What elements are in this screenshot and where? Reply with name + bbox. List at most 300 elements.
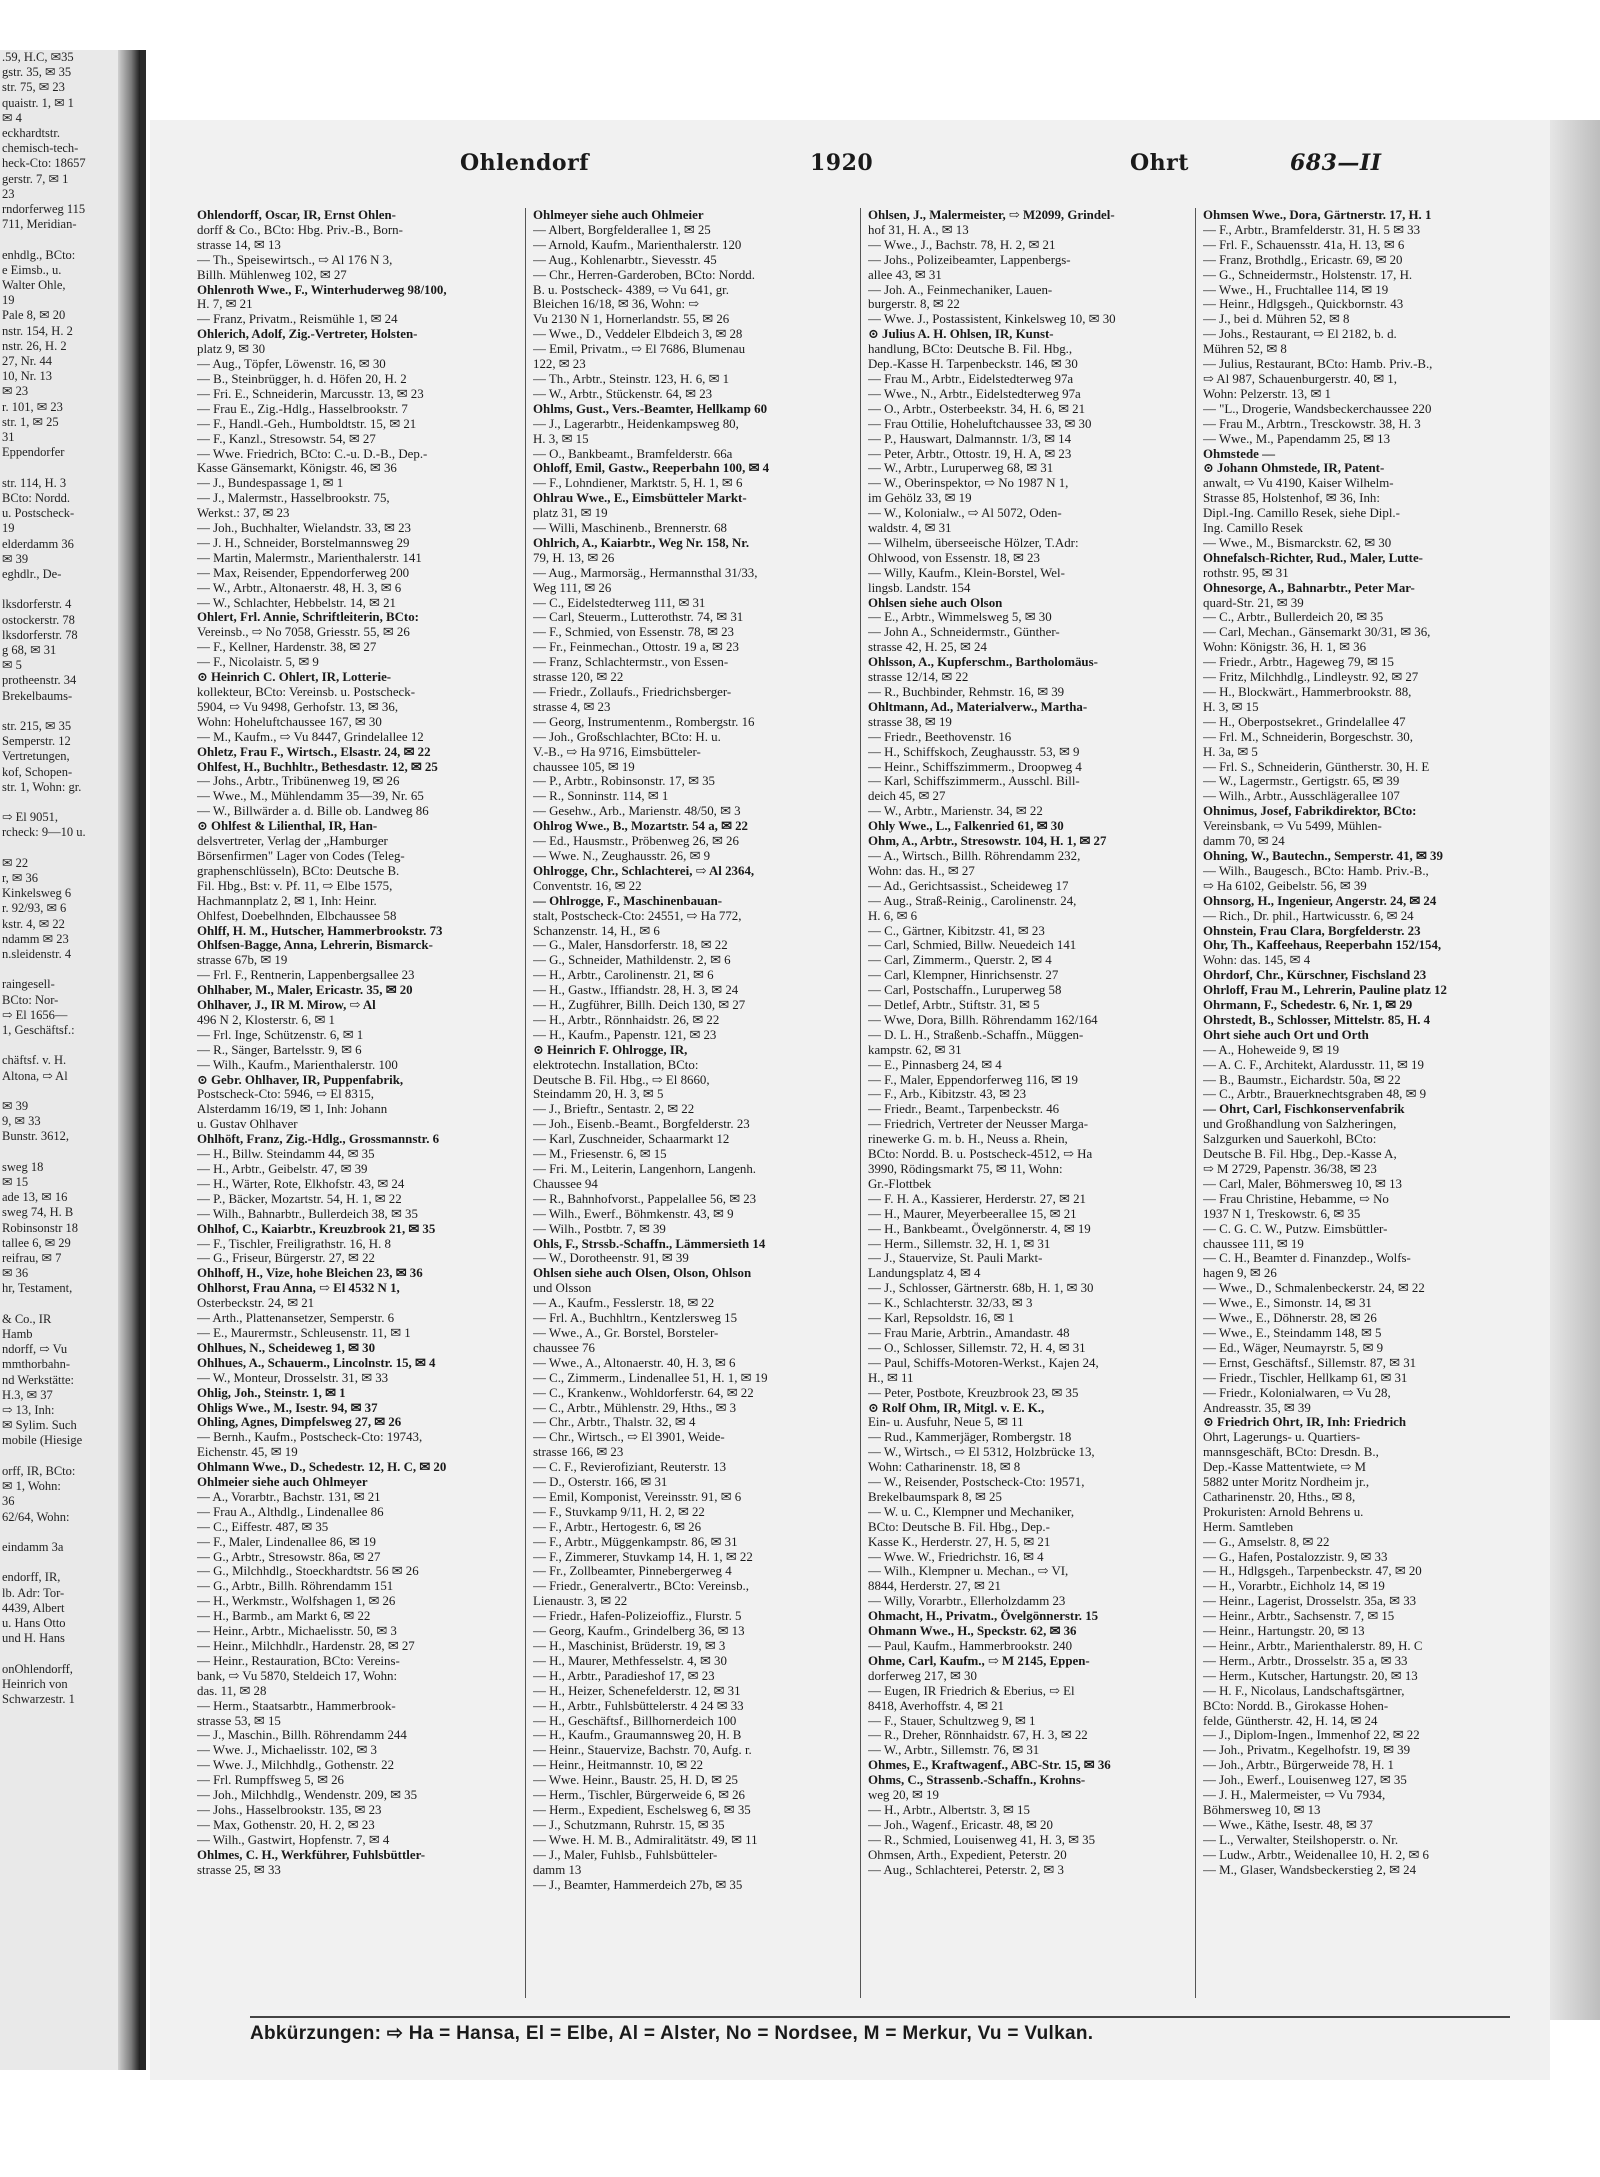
- directory-entry-heading: Ohlhöft, Franz, Zig.-Hdlg., Grossmannstr. 6: [197, 1132, 440, 1147]
- directory-entry-line: — Heinr., Arbtr., Michaelisstr. 50, ✉ 3: [197, 1624, 397, 1639]
- directory-entry-line: — D. L. H., Straßenb.-Schaffn., Müggen-: [868, 1027, 1084, 1042]
- directory-entry-line: — Willy, Vorarbtr., Ellerholzdamm 23: [868, 1594, 1066, 1609]
- directory-entry-line: kampstr. 62, ✉ 31: [868, 1042, 962, 1057]
- left-page-line: BCto: Nor-: [2, 992, 59, 1007]
- directory-entry-line: — G., Amselstr. 8, ✉ 22: [1203, 1534, 1330, 1549]
- directory-entry-line: — H., Schiffskoch, Zeughausstr. 53, ✉ 9: [868, 744, 1080, 759]
- directory-entry-line: Wohn: das. 145, ✉ 4: [1203, 953, 1311, 968]
- directory-entry-line: — J., Maschin., Billh. Röhrendamm 244: [197, 1728, 407, 1743]
- directory-entry-line: — Detlef, Arbtr., Stiftstr. 31, ✉ 5: [868, 998, 1040, 1013]
- directory-entry-line: — C., Arbtr., Mühlenstr. 29, Hths., ✉ 3: [533, 1400, 737, 1415]
- directory-entry-line: — A., Hoheweide 9, ✉ 19: [1203, 1042, 1340, 1057]
- directory-entry-line: — F., Maler, Lindenallee 86, ✉ 19: [197, 1534, 376, 1549]
- directory-entry-heading: Ohltmann, Ad., Materialverw., Martha-: [868, 699, 1088, 714]
- left-page-line: lb. Adr: Tor-: [2, 1585, 65, 1600]
- directory-entry-line: — A., Kaufm., Fesslerstr. 18, ✉ 22: [533, 1296, 715, 1311]
- left-page-line: ✉ 39: [2, 551, 29, 566]
- left-page-line: gstr. 35, ✉ 35: [2, 65, 72, 80]
- directory-entry-heading: Ohm, A., Arbtr., Stresowstr. 104, H. 1, ✉ 27: [868, 834, 1107, 849]
- left-page-line: heck-Cto: 18657: [2, 156, 86, 171]
- left-page-line: 711, Meridian-: [2, 217, 77, 232]
- directory-entry-line: — Frl. Inge, Schützenstr. 6, ✉ 1: [197, 1027, 364, 1042]
- left-page-line: 10, Nr. 13: [2, 369, 52, 384]
- directory-entry-line: — Friedr., Beethovenstr. 16: [868, 729, 1012, 744]
- directory-entry-line: strasse 53, ✉ 15: [197, 1713, 281, 1728]
- directory-entry-line: — G., Hafen, Postalozzistr. 9, ✉ 33: [1203, 1549, 1388, 1564]
- directory-entry-line: platz 31, ✉ 19: [533, 506, 608, 521]
- left-page-line: gerstr. 7, ✉ 1: [2, 171, 69, 186]
- directory-entry-line: — Heinr., Milchhdlr., Hardenstr. 28, ✉ 27: [197, 1639, 415, 1653]
- directory-entry-line: — Fritz, Milchhdlg., Lindleystr. 92, ✉ 27: [1203, 670, 1419, 685]
- directory-entry-line: Herm. Samtleben: [1203, 1519, 1294, 1534]
- directory-entry-line: lingsb. Landstr. 154: [868, 580, 971, 595]
- left-page-line: e Eimsb., u.: [2, 262, 62, 277]
- directory-entry-line: — Fr., Feinmechan., Ottostr. 19 a, ✉ 23: [533, 640, 739, 655]
- directory-entry-line: — E., Arbtr., Wimmelsweg 5, ✉ 30: [868, 610, 1052, 625]
- directory-entry-line: — Peter, Postbote, Kreuzbrook 23, ✉ 35: [868, 1385, 1079, 1400]
- directory-entry-heading: Ohloff, Emil, Gastw., Reeperbahn 100, ✉ 4: [533, 461, 770, 476]
- directory-entry-line: — Ludw., Arbtr., Weidenallee 10, H. 2, ✉ 6: [1203, 1847, 1429, 1862]
- directory-entry-line: — "L., Drogerie, Wandsbeckerchaussee 220: [1203, 401, 1432, 416]
- directory-entry-line: — F., Schmied, von Essenstr. 78, ✉ 23: [533, 625, 734, 640]
- directory-entry-line: — Frau Ottilie, Hoheluftchaussee 33, ✉ 30: [868, 416, 1092, 431]
- directory-entry-line: — Chr., Arbtr., Thalstr. 32, ✉ 4: [533, 1415, 696, 1430]
- directory-entry-line: — R., Dreher, Rönnhaidstr. 67, H. 3, ✉ 22: [868, 1728, 1088, 1743]
- directory-entry-line: 3990, Rödingsmarkt 75, ✉ 11, Wohn:: [868, 1162, 1063, 1176]
- left-page-line: sweg 18: [2, 1159, 44, 1174]
- directory-entry-line: — J., Schlosser, Gärtnerstr. 68b, H. 1, ✉ 30: [868, 1281, 1094, 1296]
- directory-entry-heading: Ohlmeier siehe auch Ohlmeyer: [197, 1475, 368, 1490]
- directory-entry-line: — Heinr., Arbtr., Sachsenstr. 7, ✉ 15: [1203, 1609, 1395, 1624]
- directory-entry-heading: Ohmacht, H., Privatm., Övelgönnerstr. 15: [868, 1609, 1099, 1624]
- directory-entry-line: allee 43, ✉ 31: [868, 267, 942, 282]
- directory-entry-line: — Wilh., Arbtr., Ausschlägerallee 107: [1203, 789, 1400, 804]
- directory-entry-line: B. u. Postscheck- 4389, ⇨ Vu 641, gr.: [533, 282, 729, 297]
- directory-entry-line: 496 N 2, Klosterstr. 6, ✉ 1: [197, 1012, 335, 1027]
- directory-entry-line: — Herm., Arbtr., Drosselstr. 35 a, ✉ 33: [1203, 1653, 1408, 1668]
- directory-entry-line: — W., Arbtr., Stückenstr. 64, ✉ 23: [533, 386, 713, 401]
- directory-entry-line: — J., Maler, Fuhlsb., Fuhlsbütteler-: [533, 1847, 718, 1862]
- directory-entry-line: — Carl, Steuerm., Lutterothstr. 74, ✉ 31: [533, 610, 744, 625]
- directory-entry-line: — P., Arbtr., Robinsonstr. 17, ✉ 35: [533, 774, 715, 789]
- directory-columns: [190, 208, 1530, 1998]
- directory-entry-line: — Frl. A., Buchhltrn., Kentzlersweg 15: [533, 1311, 738, 1326]
- directory-entry-heading: ⊙ Julius A. H. Ohlsen, IR, Kunst-: [868, 327, 1054, 342]
- left-page-line: Semperstr. 12: [2, 734, 71, 749]
- directory-entry-line: — Wilhelm, überseeische Hölzer, T.Adr:: [868, 535, 1079, 550]
- left-page-line: ✉ 1, Wohn:: [2, 1479, 61, 1494]
- directory-entry-line: — H., Arbtr., Albertstr. 3, ✉ 15: [868, 1802, 1030, 1817]
- directory-entry-line: — Wwe., A., Altonaerstr. 40, H. 3, ✉ 6: [533, 1355, 736, 1370]
- directory-entry-line: — Joh., Großschlachter, BCto: H. u.: [533, 729, 721, 744]
- directory-entry-line: — Wwe., M., Bismarckstr. 62, ✉ 30: [1203, 535, 1392, 550]
- directory-entry-line: — Wwe., D., Veddeler Elbdeich 3, ✉ 28: [533, 327, 743, 342]
- directory-entry-line: — Carl, Maler, Böhmersweg 10, ✉ 13: [1203, 1176, 1402, 1191]
- directory-entry-heading: Ohr, Th., Kaffeehaus, Reeperbahn 152/154,: [1203, 938, 1442, 953]
- directory-entry-line: — Frau Marie, Arbtrin., Amandastr. 48: [868, 1325, 1070, 1340]
- directory-entry-line: — Georg, Instrumentenm., Rombergstr. 16: [533, 714, 755, 729]
- directory-entry-line: — Carl, Postschaffn., Luruperweg 58: [868, 983, 1062, 998]
- directory-entry-line: Kasse K., Herderstr. 27, H. 5, ✉ 21: [868, 1534, 1051, 1549]
- directory-page: [150, 120, 1550, 2080]
- directory-entry-line: platz 9, ✉ 30: [197, 342, 266, 357]
- directory-entry-line: Strasse 85, Holstenhof, ✉ 36, Inh:: [1203, 491, 1380, 506]
- directory-entry-heading: Ohletz, Frau F., Wirtsch., Elsastr. 24, ✉ 22: [197, 744, 431, 759]
- directory-entry-line: — Herm., Sillemstr. 32, H. 1, ✉ 31: [868, 1236, 1051, 1251]
- directory-entry-line: chaussee 105, ✉ 19: [533, 759, 635, 774]
- directory-entry-line: — O., Schlosser, Sillemstr. 72, H. 4, ✉ 31: [868, 1340, 1086, 1355]
- directory-entry-line: — W., Arbtr., Altonaerstr. 48, H. 3, ✉ 6: [197, 580, 402, 595]
- left-page-line: & Co., IR: [2, 1311, 52, 1326]
- directory-entry-line: H. 3a, ✉ 5: [1203, 744, 1258, 759]
- directory-entry-line: Postscheck-Cto: 5946, ⇨ El 8315,: [197, 1087, 374, 1102]
- directory-entry-line: — Wilh., Gastwirt, Hopfenstr. 7, ✉ 4: [197, 1832, 390, 1847]
- left-page-line: ⇨ El 1656—: [2, 1007, 68, 1022]
- directory-entry-line: — Wwe., M., Papendamm 25, ✉ 13: [1203, 431, 1391, 446]
- left-page-line: ⇨ El 9051,: [2, 810, 58, 825]
- directory-entry-line: Prokuristen: Arnold Behrens u.: [1203, 1504, 1364, 1519]
- directory-entry-line: BCto: Deutsche B. Fil. Hbg., Dep.-: [868, 1519, 1050, 1534]
- left-page-line: sweg 74, H. B: [2, 1205, 74, 1220]
- directory-entry-heading: Ohmes, E., Kraftwagenf., ABC-Str. 15, ✉ 36: [868, 1758, 1111, 1773]
- directory-entry-line: — Frau M., Arbtrn., Tresckowstr. 38, H. 3: [1203, 416, 1421, 431]
- directory-entry-heading: ⊙ Johann Ohmstede, IR, Patent-: [1203, 461, 1385, 476]
- directory-entry-line: 5882 unter Moritz Nordheim jr.,: [1203, 1475, 1370, 1490]
- directory-entry-line: — Wwe. H. M. B., Admiralitätstr. 49, ✉ 11: [533, 1832, 758, 1847]
- directory-entry-line: Hachmannplatz 2, ✉ 1, Inh: Heinr.: [197, 893, 377, 908]
- left-page-line: ✉ 22: [2, 855, 29, 870]
- directory-entry-line: Kasse Gänsemarkt, Königstr. 46, ✉ 36: [197, 461, 397, 476]
- column-1: [190, 208, 525, 1998]
- directory-entry-line: — J., Schutzmann, Ruhrstr. 15, ✉ 35: [533, 1817, 725, 1832]
- left-page-line: raingesell-: [2, 977, 55, 992]
- directory-entry-line: das. 11, ✉ 28: [197, 1683, 267, 1698]
- left-page-line: mobile (Hiesige: [2, 1433, 83, 1448]
- directory-entry-line: BCto: Nordd. B., Girokasse Hohen-: [1203, 1698, 1389, 1713]
- left-page-line: ✉ 15: [2, 1175, 29, 1190]
- directory-entry-line: — Heinr., Hartungstr. 20, ✉ 13: [1203, 1624, 1365, 1639]
- directory-entry-heading: Ohlrau Wwe., E., Eimsbütteler Markt-: [533, 491, 747, 506]
- header-last-entry: Ohrt: [1130, 150, 1189, 176]
- directory-entry-line: — Wwe, Dora, Billh. Röhrendamm 162/164: [868, 1012, 1098, 1027]
- directory-entry-line: dorferweg 217, ✉ 30: [868, 1668, 977, 1683]
- directory-entry-line: — C., Arbtr., Bullerdeich 20, ✉ 35: [1203, 610, 1384, 625]
- directory-entry-line: — J. H., Malermeister, ⇨ Vu 7934,: [1203, 1788, 1386, 1803]
- directory-entry-line: — A. C. F., Architekt, Alardusstr. 11, ✉ 19: [1203, 1057, 1424, 1072]
- page-header: [160, 150, 1540, 186]
- directory-entry-line: — H., Blockwärt., Hammerbrookstr. 88,: [1203, 685, 1412, 699]
- directory-entry-line: Lienaustr. 3, ✉ 22: [533, 1594, 628, 1609]
- directory-entry-line: — Wwe., D., Schmalenbeckerstr. 24, ✉ 22: [1203, 1281, 1425, 1296]
- directory-entry-line: — E., Pinnasberg 24, ✉ 4: [868, 1057, 1002, 1072]
- left-page-line: reifrau, ✉ 7: [2, 1251, 62, 1266]
- left-page-line: str. 75, ✉ 23: [2, 80, 65, 95]
- directory-entry-line: strasse 42, H. 25, ✉ 24: [868, 640, 987, 655]
- directory-entry-line: u. Gustav Ohlhaver: [197, 1117, 298, 1132]
- directory-entry-heading: Ohlerich, Adolf, Zig.-Vertreter, Holsten-: [197, 327, 418, 342]
- directory-entry-line: — Arth., Plattenansetzer, Semperstr. 6: [197, 1311, 395, 1326]
- directory-entry-line: graphenschlüsseln), BCto: Deutsche B.: [197, 863, 400, 878]
- directory-entry-line: — Bernh., Kaufm., Postscheck-Cto: 19743,: [197, 1430, 423, 1445]
- directory-entry-line: — H., Maurer, Methfesselstr. 4, ✉ 30: [533, 1653, 727, 1668]
- directory-entry-line: — F., Zimmerer, Stuvkamp 14, H. 1, ✉ 22: [533, 1549, 753, 1564]
- directory-entry-heading: Ohlhaber, M., Maler, Ericastr. 35, ✉ 20: [197, 983, 413, 998]
- directory-entry-line: — R., Bahnhofvorst., Pappelallee 56, ✉ 23: [533, 1191, 757, 1206]
- directory-entry-line: — Georg, Kaufm., Grindelberg 36, ✉ 13: [533, 1624, 745, 1639]
- directory-entry-line: — H., Hdlgsgeh., Tarpenbeckstr. 47, ✉ 20: [1203, 1564, 1422, 1579]
- directory-entry-line: Vereinsb., ⇨ No 7058, Griesstr. 55, ✉ 26: [197, 625, 410, 640]
- directory-entry-line: — Willi, Maschinenb., Brennerstr. 68: [533, 521, 728, 536]
- directory-entry-line: — O., Arbtr., Osterbeekstr. 34, H. 6, ✉ 21: [868, 401, 1086, 416]
- directory-entry-line: — Heinr., Stauervize, Bachstr. 70, Aufg. r.: [533, 1743, 752, 1758]
- directory-entry-line: BCto: Nordd. B. u. Postscheck-4512, ⇨ Ha: [868, 1147, 1093, 1162]
- directory-entry-line: — F., Handl.-Geh., Humboldtstr. 15, ✉ 21: [197, 416, 417, 431]
- directory-entry-line: — Joh., Milchhdlg., Wendenstr. 209, ✉ 35: [197, 1788, 418, 1803]
- directory-entry-line: ⇨ M 2729, Papenstr. 36/38, ✉ 23: [1203, 1162, 1377, 1176]
- directory-entry-line: — Emil, Komponist, Vereinsstr. 91, ✉ 6: [533, 1489, 742, 1504]
- directory-entry-line: — Aug., Kohlenarbtr., Sievesstr. 45: [533, 252, 717, 267]
- directory-entry-line: — F., Stauer, Schultzweg 9, ✉ 1: [868, 1713, 1036, 1728]
- directory-entry-heading: ⊙ Heinrich C. Ohlert, IR, Lotterie-: [197, 670, 392, 685]
- directory-entry-line: — Karl, Zuschneider, Schaarmarkt 12: [533, 1132, 730, 1147]
- directory-entry-line: — H., Barmb., am Markt 6, ✉ 22: [197, 1609, 371, 1624]
- directory-entry-line: — Peter, Arbtr., Ottostr. 19, H. A, ✉ 23: [868, 446, 1072, 461]
- directory-entry-line: — Eugen, IR Friedrich & Eberius, ⇨ El: [868, 1683, 1075, 1698]
- directory-entry-heading: Ohlmeyer siehe auch Ohlmeier: [533, 208, 704, 222]
- directory-entry-heading: ⊙ Friedrich Ohrt, IR, Inh: Friedrich: [1203, 1415, 1407, 1430]
- directory-entry-line: — Friedr., Kolonialwaren, ⇨ Vu 28,: [1203, 1385, 1391, 1400]
- left-page-line: 19: [2, 293, 15, 308]
- directory-entry-line: Deutsche B. Fil. Hbg., ⇨ El 8660,: [533, 1072, 710, 1087]
- directory-entry-line: — Frl. Rumpffsweg 5, ✉ 26: [197, 1773, 344, 1788]
- directory-entry-line: — Martin, Malermstr., Marienthalerstr. 141: [197, 550, 422, 565]
- directory-entry-line: — P., Hauswart, Dalmannstr. 1/3, ✉ 14: [868, 431, 1072, 446]
- directory-entry-line: — Th., Speisewirtsch., ⇨ Al 176 N 3,: [197, 252, 393, 267]
- directory-entry-line: — Karl, Repsoldstr. 16, ✉ 1: [868, 1311, 1015, 1326]
- left-page-line: nstr. 154, H. 2: [2, 323, 73, 338]
- directory-entry-line: — Wwe. W., Friedrichstr. 16, ✉ 4: [868, 1549, 1044, 1564]
- directory-entry-line: — Wilh., Ewerf., Böhmkenstr. 43, ✉ 9: [533, 1206, 734, 1221]
- left-page-line: Eppendorfer: [2, 445, 65, 460]
- left-page-line: r, ✉ 36: [2, 870, 39, 885]
- left-page-line: chemisch-tech-: [2, 141, 79, 156]
- directory-entry-line: — Ad., Gerichtsassist., Scheideweg 17: [868, 878, 1069, 893]
- directory-entry-line: Bleichen 16/18, ✉ 36, Wohn: ⇨: [533, 297, 700, 312]
- directory-entry-heading: Ohlig, Joh., Steinstr. 1, ✉ 1: [197, 1385, 346, 1400]
- directory-entry-line: — Joh., Wagenf., Ericastr. 48, ✉ 20: [868, 1817, 1053, 1832]
- left-page-line: nstr. 26, H. 2: [2, 338, 67, 353]
- directory-entry-line: deich 45, ✉ 27: [868, 789, 946, 804]
- left-page-line: eckhardtstr.: [2, 126, 60, 141]
- abbreviations-text: Abkürzungen: ⇨ Ha = Hansa, El = Elbe, Al = Alster, No = Nordsee, M = Merkur, Vu = Vulkan.: [250, 2023, 1094, 2044]
- directory-entry-line: — Fr., Zollbeamter, Pinnebergerweg 4: [533, 1564, 732, 1579]
- directory-entry-line: — Wwe., A., Gr. Borstel, Borsteler-: [533, 1325, 719, 1340]
- directory-entry-line: strasse 14, ✉ 13: [197, 237, 281, 252]
- directory-entry-line: — F., Arbtr., Hertogestr. 6, ✉ 26: [533, 1519, 702, 1534]
- directory-entry-line: — H., Kaufm., Graumannsweg 20, H. B: [533, 1728, 742, 1743]
- directory-entry-line: — Wwe., E., Simonstr. 14, ✉ 31: [1203, 1296, 1372, 1311]
- directory-entry-line: chaussee 76: [533, 1340, 595, 1355]
- directory-entry-heading: Ohmsen Wwe., Dora, Gärtnerstr. 17, H. 1: [1203, 208, 1432, 222]
- directory-entry-line: — Franz, Brothdlg., Ericastr. 69, ✉ 20: [1203, 252, 1403, 267]
- directory-entry-line: im Gehölz 33, ✉ 19: [868, 491, 972, 506]
- directory-entry-line: burgerstr. 8, ✉ 22: [868, 297, 960, 312]
- left-page-line: ✉ 4: [2, 110, 22, 125]
- directory-entry-line: — Joh., Buchhalter, Wielandstr. 33, ✉ 23: [197, 521, 411, 536]
- directory-entry-line: — W., Billwärder a. d. Bille ob. Landweg 86: [197, 804, 429, 819]
- directory-entry-line: — Frau E., Zig.-Hdlg., Hasselbrookstr. 7: [197, 401, 408, 416]
- left-page-line: ✉ 23: [2, 384, 29, 399]
- directory-entry-line: — C., Eidelstedterweg 111, ✉ 31: [533, 595, 706, 610]
- left-page-line: u. Postscheck-: [2, 506, 75, 521]
- directory-entry-line: — C. G. C. W., Putzw. Eimsbüttler-: [1203, 1221, 1388, 1236]
- left-page-line: 1, Geschäftsf.:: [2, 1023, 75, 1037]
- directory-entry-line: — Aug., Marmorsäg., Hermannsthal 31/33,: [533, 565, 758, 580]
- directory-entry-line: — D., Osterstr. 166, ✉ 31: [533, 1475, 668, 1490]
- left-page-line: H.3, ✉ 37: [2, 1387, 53, 1402]
- directory-entry-line: H. 3, ✉ 15: [1203, 699, 1259, 714]
- directory-entry-heading: Ohnsorg, H., Ingenieur, Angerstr. 24, ✉ 24: [1203, 893, 1437, 908]
- directory-entry-line: — F., Arbtr., Bramfelderstr. 31, H. 5 ✉ 33: [1203, 222, 1421, 237]
- directory-entry-line: — Herm., Staatsarbtr., Hammerbrook-: [197, 1698, 396, 1713]
- directory-entry-line: — G., Schneider, Mathildenstr. 2, ✉ 6: [533, 953, 731, 968]
- directory-entry-line: — Johs., Hasselbrookstr. 135, ✉ 23: [197, 1802, 382, 1817]
- directory-entry-line: H. 7, ✉ 21: [197, 297, 253, 312]
- left-page-line: elderdamm 36: [2, 536, 74, 551]
- directory-entry-line: — Frau A., Althdlg., Lindenallee 86: [197, 1504, 384, 1519]
- directory-entry-line: — M., Friesenstr. 6, ✉ 15: [533, 1147, 667, 1162]
- directory-entry-line: Weg 111, ✉ 26: [533, 580, 612, 595]
- directory-entry-line: — Fri. M., Leiterin, Langenhorn, Langenh.: [533, 1162, 757, 1176]
- left-page-line: quaistr. 1, ✉ 1: [2, 95, 74, 110]
- left-page-line: mmthorbahn-: [2, 1357, 71, 1372]
- left-page-line: 36: [2, 1494, 15, 1509]
- directory-entry-line: Wohn: Catharinenstr. 18, ✉ 8: [868, 1460, 1021, 1475]
- directory-entry-line: — Wwe. N., Zeughausstr. 26, ✉ 9: [533, 848, 711, 863]
- directory-entry-line: — Aug., Schlachterei, Peterstr. 2, ✉ 3: [868, 1862, 1064, 1877]
- directory-entry-line: ⇨ Ha 6102, Geibelstr. 56, ✉ 39: [1203, 878, 1367, 893]
- left-page-line: und H. Hans: [2, 1631, 65, 1646]
- directory-entry-line: weg 20, ✉ 19: [868, 1788, 939, 1803]
- book-gutter: [118, 50, 140, 2070]
- directory-entry-line: quard-Str. 21, ✉ 39: [1203, 595, 1304, 610]
- directory-entry-heading: Ohlsen siehe auch Olsen, Olson, Ohlson: [533, 1266, 752, 1281]
- directory-entry-line: Mühren 52, ✉ 8: [1203, 342, 1287, 357]
- directory-entry-heading: Ohrloff, Frau M., Lehrerin, Pauline platz 12: [1203, 983, 1447, 998]
- directory-entry-line: — R., Sonninstr. 114, ✉ 1: [533, 789, 669, 804]
- directory-entry-line: — Wwe., H., Fruchtallee 114, ✉ 19: [1203, 282, 1389, 297]
- directory-entry-line: Deutsche B. Fil. Hbg., Dep.-Kasse A,: [1203, 1147, 1397, 1162]
- left-page-line: 4439, Albert: [2, 1600, 65, 1615]
- directory-entry-heading: Ohlfsen-Bagge, Anna, Lehrerin, Bismarck-: [197, 938, 433, 953]
- directory-entry-line: — C., Gärtner, Kibitzstr. 41, ✉ 23: [868, 923, 1045, 938]
- abbreviations-footer: [250, 2016, 1510, 2052]
- directory-entry-line: Ein- u. Ausfuhr, Neue 5, ✉ 11: [868, 1415, 1024, 1430]
- directory-entry-line: — G., Arbtr., Billh. Röhrendamm 151: [197, 1579, 394, 1594]
- directory-entry-line: — Wwe., J., Bachstr. 78, H. 2, ✉ 21: [868, 237, 1056, 252]
- left-page-line: ndamm ✉ 23: [2, 931, 69, 946]
- left-page-line: 19: [2, 521, 15, 536]
- left-page-line: orff, IR, BCto:: [2, 1463, 76, 1478]
- directory-entry-heading: Ohlenroth Wwe., F., Winterhuderweg 98/100,: [197, 282, 447, 297]
- directory-entry-line: — Wwe., Käthe, Isestr. 48, ✉ 37: [1203, 1817, 1373, 1832]
- directory-entry-line: — K., Schlachterstr. 32/33, ✉ 3: [868, 1296, 1033, 1311]
- directory-entry-line: Böhmersweg 10, ✉ 13: [1203, 1802, 1321, 1817]
- directory-entry-line: — Franz, Schlachtermstr., von Essen-: [533, 655, 729, 670]
- directory-entry-line: — W., Reisender, Postscheck-Cto: 19571,: [868, 1475, 1085, 1490]
- directory-entry-line: waldstr. 4, ✉ 31: [868, 521, 952, 536]
- directory-entry-line: — R., Buchbinder, Rehmstr. 16, ✉ 39: [868, 685, 1065, 699]
- directory-entry-line: Ohlfest, Doebelhnden, Elbchaussee 58: [197, 908, 397, 923]
- directory-entry-line: — Joh., Privatm., Kegelhofstr. 19, ✉ 39: [1203, 1743, 1411, 1758]
- directory-entry-line: — Frau Christine, Hebamme, ⇨ No: [1203, 1191, 1389, 1206]
- left-page-line: Vertretungen,: [2, 749, 70, 764]
- directory-entry-line: — F., Kanzl., Stresowstr. 54, ✉ 27: [197, 431, 376, 446]
- directory-entry-line: — Ed., Hausmstr., Pröbenweg 26, ✉ 26: [533, 834, 739, 849]
- directory-entry-line: — Heinr., Restauration, BCto: Vereins-: [197, 1653, 400, 1668]
- directory-entry-line: ⇨ Al 987, Schauenburgerstr. 40, ✉ 1,: [1203, 371, 1397, 386]
- directory-entry-heading: Ohlhues, N., Scheideweg 1, ✉ 30: [197, 1340, 376, 1355]
- directory-entry-line: — Karl, Schiffszimmerm., Ausschl. Bill-: [868, 774, 1080, 789]
- directory-entry-line: strasse 25, ✉ 33: [197, 1862, 281, 1877]
- left-page-line: str. 1, Wohn: gr.: [2, 779, 82, 794]
- directory-entry-line: — Wwe., M., Mühlendamm 35—39, Nr. 65: [197, 789, 424, 804]
- directory-entry-heading: Ohlsen siehe auch Olson: [868, 595, 1003, 610]
- directory-entry-line: — P., Bäcker, Mozartstr. 54, H. 1, ✉ 22: [197, 1191, 402, 1206]
- directory-entry-line: Landungsplatz 4, ✉ 4: [868, 1266, 981, 1281]
- directory-entry-line: — Herm., Expedient, Eschelsweg 6, ✉ 35: [533, 1802, 751, 1817]
- directory-entry-line: — H., Werkmstr., Wolfshagen 1, ✉ 26: [197, 1594, 396, 1609]
- left-page-line: Walter Ohle,: [2, 278, 66, 293]
- directory-entry-line: — H., Oberpostsekret., Grindelallee 47: [1203, 714, 1406, 729]
- directory-entry-line: — Chr., Wirtsch., ⇨ El 3901, Weide-: [533, 1430, 725, 1445]
- directory-entry-line: — Heinr., Lagerist, Drosselstr. 35a, ✉ 33: [1203, 1594, 1417, 1609]
- directory-entry-line: — R., Schmied, Louisenweg 41, H. 3, ✉ 35: [868, 1832, 1096, 1847]
- directory-entry-line: mannsgeschäft, BCto: Dresdn. B.,: [1203, 1445, 1379, 1460]
- directory-entry-line: — J., Beamter, Hammerdeich 27b, ✉ 35: [533, 1877, 743, 1892]
- directory-entry-line: — G., Schneidermstr., Holstenstr. 17, H.: [1203, 267, 1413, 282]
- directory-entry-line: — H., Kaufm., Papenstr. 121, ✉ 23: [533, 1027, 717, 1042]
- directory-entry-line: — O., Bankbeamt., Bramfelderstr. 66a: [533, 446, 733, 461]
- directory-entry-line: Steindamm 20, H. 3, ✉ 5: [533, 1087, 664, 1102]
- directory-entry-line: — Frl. F., Rentnerin, Lappenbergsallee 23: [197, 968, 415, 983]
- directory-entry-line: — L., Verwalter, Steilshoperstr. o. Nr.: [1203, 1832, 1399, 1847]
- directory-entry-line: — F. H. A., Kassierer, Herderstr. 27, ✉ 21: [868, 1191, 1086, 1206]
- directory-entry-line: — Herm., Kutscher, Hartungstr. 20, ✉ 13: [1203, 1668, 1418, 1683]
- directory-entry-heading: Ohning, W., Bautechn., Semperstr. 41, ✉ 39: [1203, 848, 1443, 863]
- left-page-line: kstr. 4, ✉ 22: [2, 916, 65, 931]
- directory-entry-line: und Olsson: [533, 1281, 592, 1296]
- directory-entry-line: Dep.-Kasse H. Tarpenbeckstr. 146, ✉ 30: [868, 357, 1078, 372]
- left-page-line: Pale 8, ✉ 20: [2, 308, 66, 323]
- directory-entry-line: — W., Arbtr., Sillemstr. 76, ✉ 31: [868, 1743, 1040, 1758]
- directory-entry-heading: Ohlhaver, J., IR M. Mirow, ⇨ Al: [197, 998, 376, 1013]
- directory-entry-line: H. 3, ✉ 15: [533, 431, 589, 446]
- directory-entry-line: — W., Dorotheenstr. 91, ✉ 39: [533, 1251, 689, 1266]
- directory-entry-line: — W., Lagermstr., Gertigstr. 65, ✉ 39: [1203, 774, 1400, 789]
- directory-entry-line: hagen 9, ✉ 26: [1203, 1266, 1277, 1281]
- directory-entry-line: — Johs., Polizeibeamter, Lappenbergs-: [868, 252, 1071, 267]
- left-page-line: ✉ 39: [2, 1099, 29, 1114]
- left-page-line: 62/64, Wohn:: [2, 1509, 70, 1524]
- directory-entry-line: delsvertreter, Verlag der „Hamburger: [197, 834, 388, 849]
- directory-entry-line: — J., Diplom-Ingen., Immenhof 22, ✉ 22: [1203, 1728, 1420, 1743]
- left-page-line: eindamm 3a: [2, 1539, 64, 1554]
- directory-entry-line: — Emil, Privatm., ⇨ El 7686, Blumenau: [533, 342, 746, 357]
- directory-entry-line: — C. H., Beamter d. Finanzdep., Wolfs-: [1203, 1251, 1411, 1266]
- directory-entry-line: Wohn: Hoheluftchaussee 167, ✉ 30: [197, 714, 382, 729]
- directory-entry-heading: Ohlhoff, H., Vize, hohe Bleichen 23, ✉ 36: [197, 1266, 423, 1281]
